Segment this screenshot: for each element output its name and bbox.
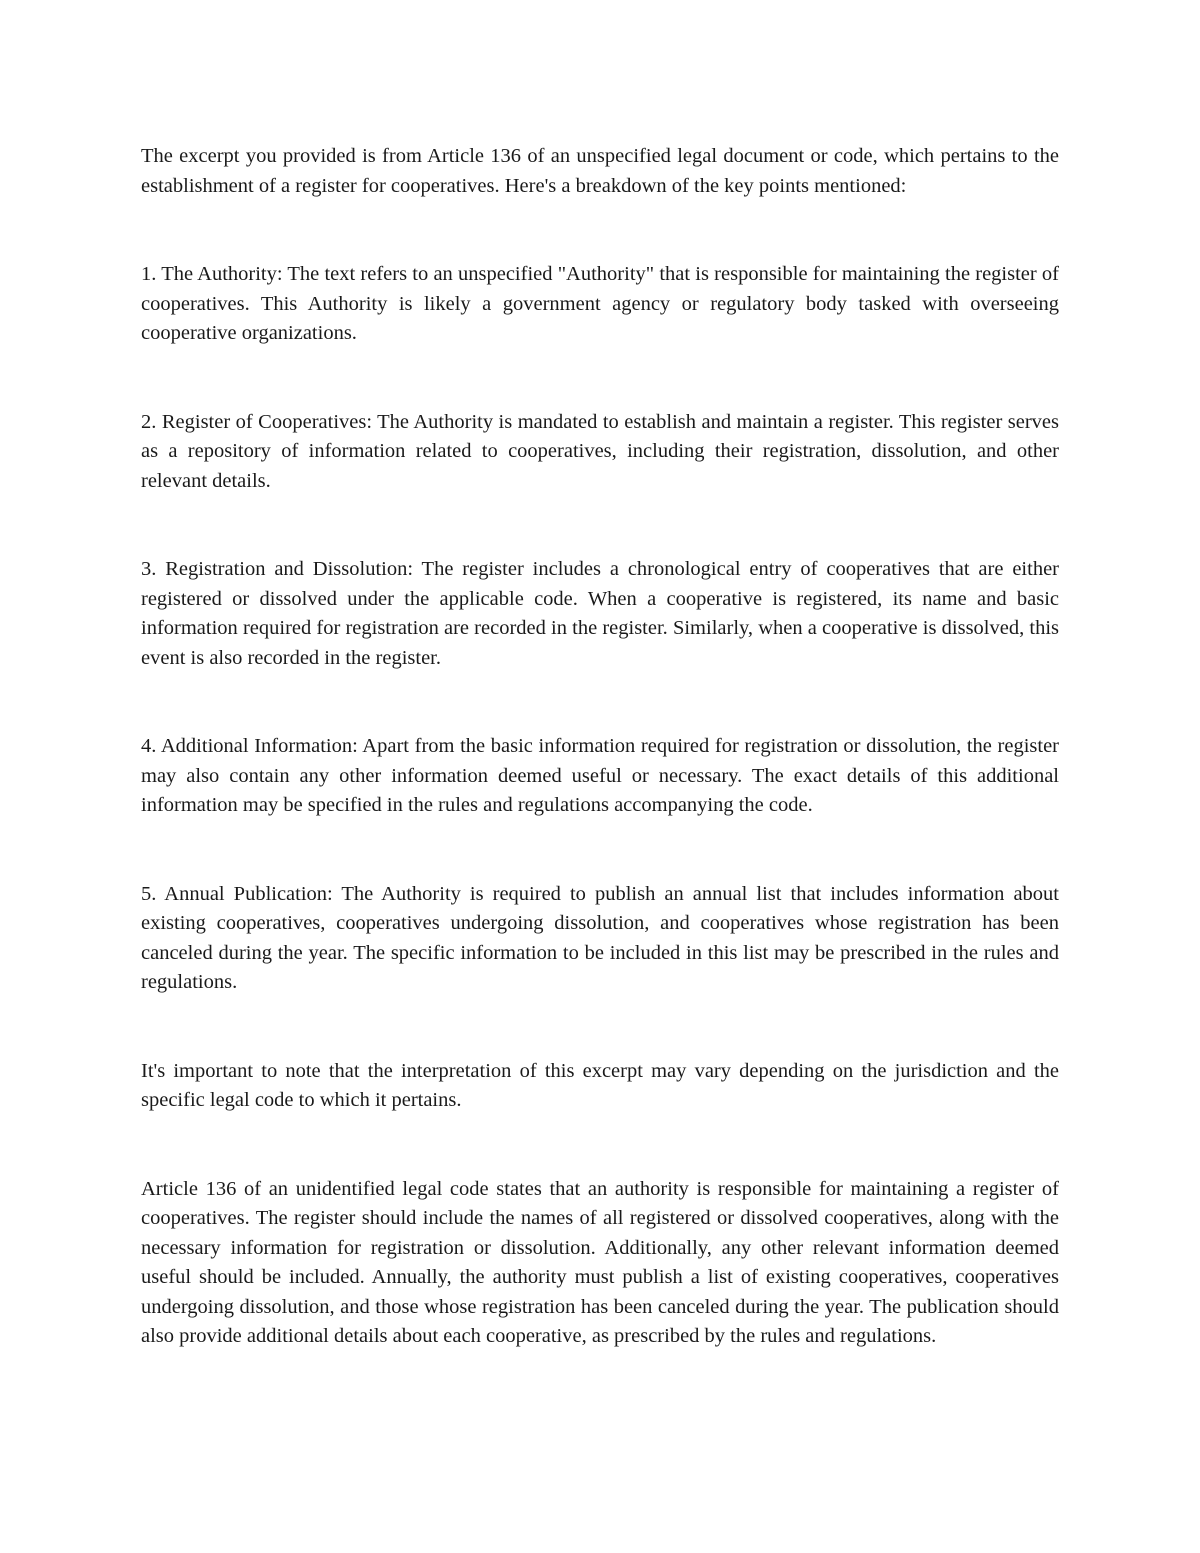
summary-paragraph: Article 136 of an unidentified legal code states that an authority is responsible for maintaining a register of cooperatives. The register should include the names of all registered or dissolved cooperatives, along with the necessary information for registration or dissolution. Additionally, any other relevant information deemed useful should be included. Annually, the authority must publish a list of existing cooperatives, cooperatives undergoing dissolution, and those whose registration has been canceled during the year. The publication should also provide additional details about each cooperative, as prescribed by the rules and regulations.	[141, 1177, 1059, 1347]
point-registration-dissolution-paragraph: 3. Registration and Dissolution: The register includes a chronological entry of cooperatives that are either registered or dissolved under the applicable code. When a cooperative is registered, its name and basic information required for registration are recorded in the register. Similarly, when a cooperative is dissolved, this event is also recorded in the register.	[141, 558, 1059, 669]
point-annual-publication-paragraph: 5. Annual Publication: The Authority is required to publish an annual list that includes information about existing cooperatives, cooperatives undergoing dissolution, and cooperatives whose registration has been canceled during the year. The specific information to be included in this list may be prescribed in the rules and regulations.	[141, 882, 1059, 993]
point-additional-information-paragraph: 4. Additional Information: Apart from the basic information required for registration or dissolution, the register may also contain any other information deemed useful or necessary. The exact details of this additional information may be specified in the rules and regulations accompanying the code.	[141, 735, 1059, 816]
point-authority-paragraph: 1. The Authority: The text refers to an unspecified "Authority" that is responsible for maintaining the register of cooperatives. This Authority is likely a government agency or regulatory body tasked with overseeing cooperative organizations.	[141, 263, 1059, 344]
note-paragraph: It's important to note that the interpretation of this excerpt may vary depending on the jurisdiction and the specific legal code to which it pertains.	[141, 1059, 1059, 1111]
point-register-paragraph: 2. Register of Cooperatives: The Authority is mandated to establish and maintain a register. This register serves as a repository of information related to cooperatives, including their registration, dissolution, and other relevant details.	[141, 410, 1059, 492]
document-page	[141, 142, 1059, 1352]
intro-paragraph: The excerpt you provided is from Article 136 of an unspecified legal document or code, which pertains to the establishment of a register for cooperatives. Here's a breakdown of the key points mentioned:	[141, 145, 1059, 197]
